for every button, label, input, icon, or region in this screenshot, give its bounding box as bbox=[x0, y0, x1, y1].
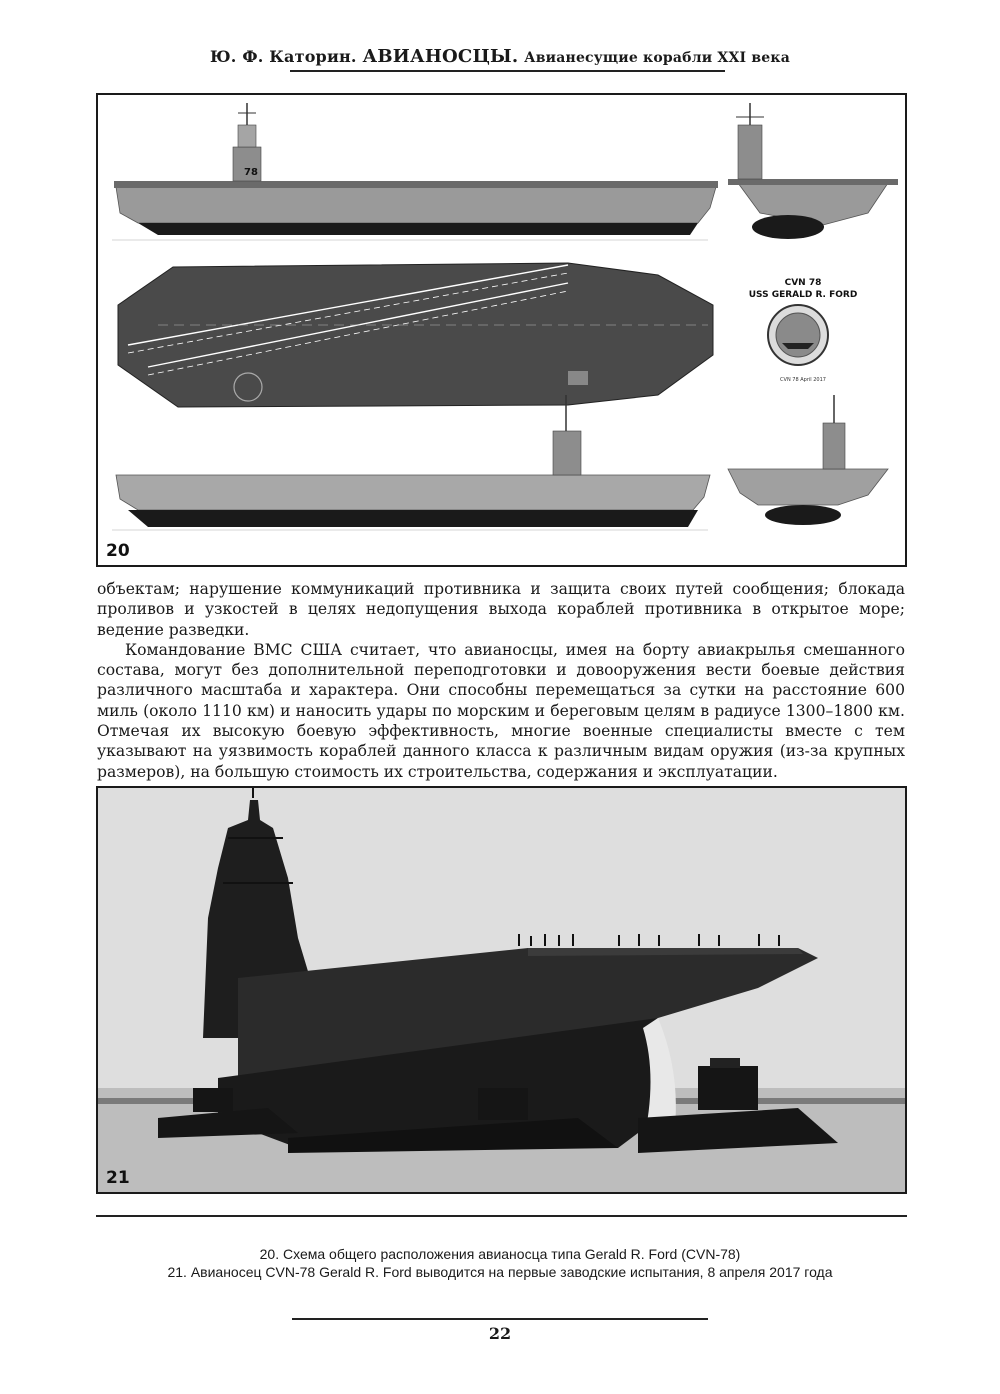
figure-20-frame bbox=[96, 93, 907, 567]
stern-view bbox=[728, 395, 888, 525]
carrier-schematic bbox=[98, 95, 905, 565]
header-author: Ю. Ф. Каторин. bbox=[210, 47, 357, 66]
ship-identification bbox=[749, 278, 858, 383]
figure-captions bbox=[0, 1245, 1000, 1281]
side-profile-view bbox=[112, 103, 718, 240]
running-header bbox=[0, 46, 1000, 67]
figure-21-frame bbox=[96, 786, 907, 1194]
footer-rule bbox=[292, 1318, 708, 1320]
caption-21: 21. Авианосец CVN-78 Gerald R. Ford выводится на первые заводские испытания, 8 апреля 2017 года bbox=[167, 1264, 833, 1280]
page-number: 22 bbox=[488, 1324, 512, 1343]
side-profile-view-lower bbox=[112, 395, 710, 530]
figure-20-number: 20 bbox=[106, 541, 130, 561]
carrier-photo bbox=[98, 788, 905, 1192]
paragraph-2: Командование ВМС США считает, что авианосцы, имея на борту авиакрылья смешанного состава, могут без дополнительной переподготовки и довооружения вести боевые действия различного масштаба и характера. Они способны перемещаться за сутки на расстояние 600 миль (около 1110 км) и наносить удары по морским и береговым целям в радиусе 1300–1800 км. Отмечая их высокую боевую эффективность, многие военные специалисты вместе с тем указывают на уязвимость кораблей данного класса к различным видам оружия (из-за крупных размеров), на большую стоимость их строительства, содержания и эксплуатации. bbox=[97, 640, 905, 781]
header-subtitle: Авианесущие корабли XXI века bbox=[524, 50, 790, 66]
ship-name: USS GERALD R. FORD bbox=[748, 290, 858, 300]
drawing-note: CVN 78 April 2017 bbox=[780, 377, 826, 383]
body-text bbox=[97, 579, 905, 782]
caption-rule bbox=[96, 1215, 907, 1217]
flight-deck-plan bbox=[118, 263, 713, 407]
header-title: АВИАНОСЦЫ. bbox=[362, 46, 519, 67]
header-rule bbox=[290, 70, 725, 72]
caption-20: 20. Схема общего расположения авианосца типа Gerald R. Ford (CVN-78) bbox=[259, 1246, 741, 1262]
paragraph-1: объектам; нарушение коммуникаций противника и защита своих путей сообщения; блокада проливов и узкостей в целях недопущения выхода кораблей противника в открытое море; ведение разведки. bbox=[97, 580, 905, 639]
front-view-top bbox=[728, 103, 898, 239]
figure-21-number: 21 bbox=[106, 1168, 130, 1188]
ship-designation: CVN 78 bbox=[784, 278, 822, 288]
hull-number-label: 78 bbox=[244, 167, 258, 178]
